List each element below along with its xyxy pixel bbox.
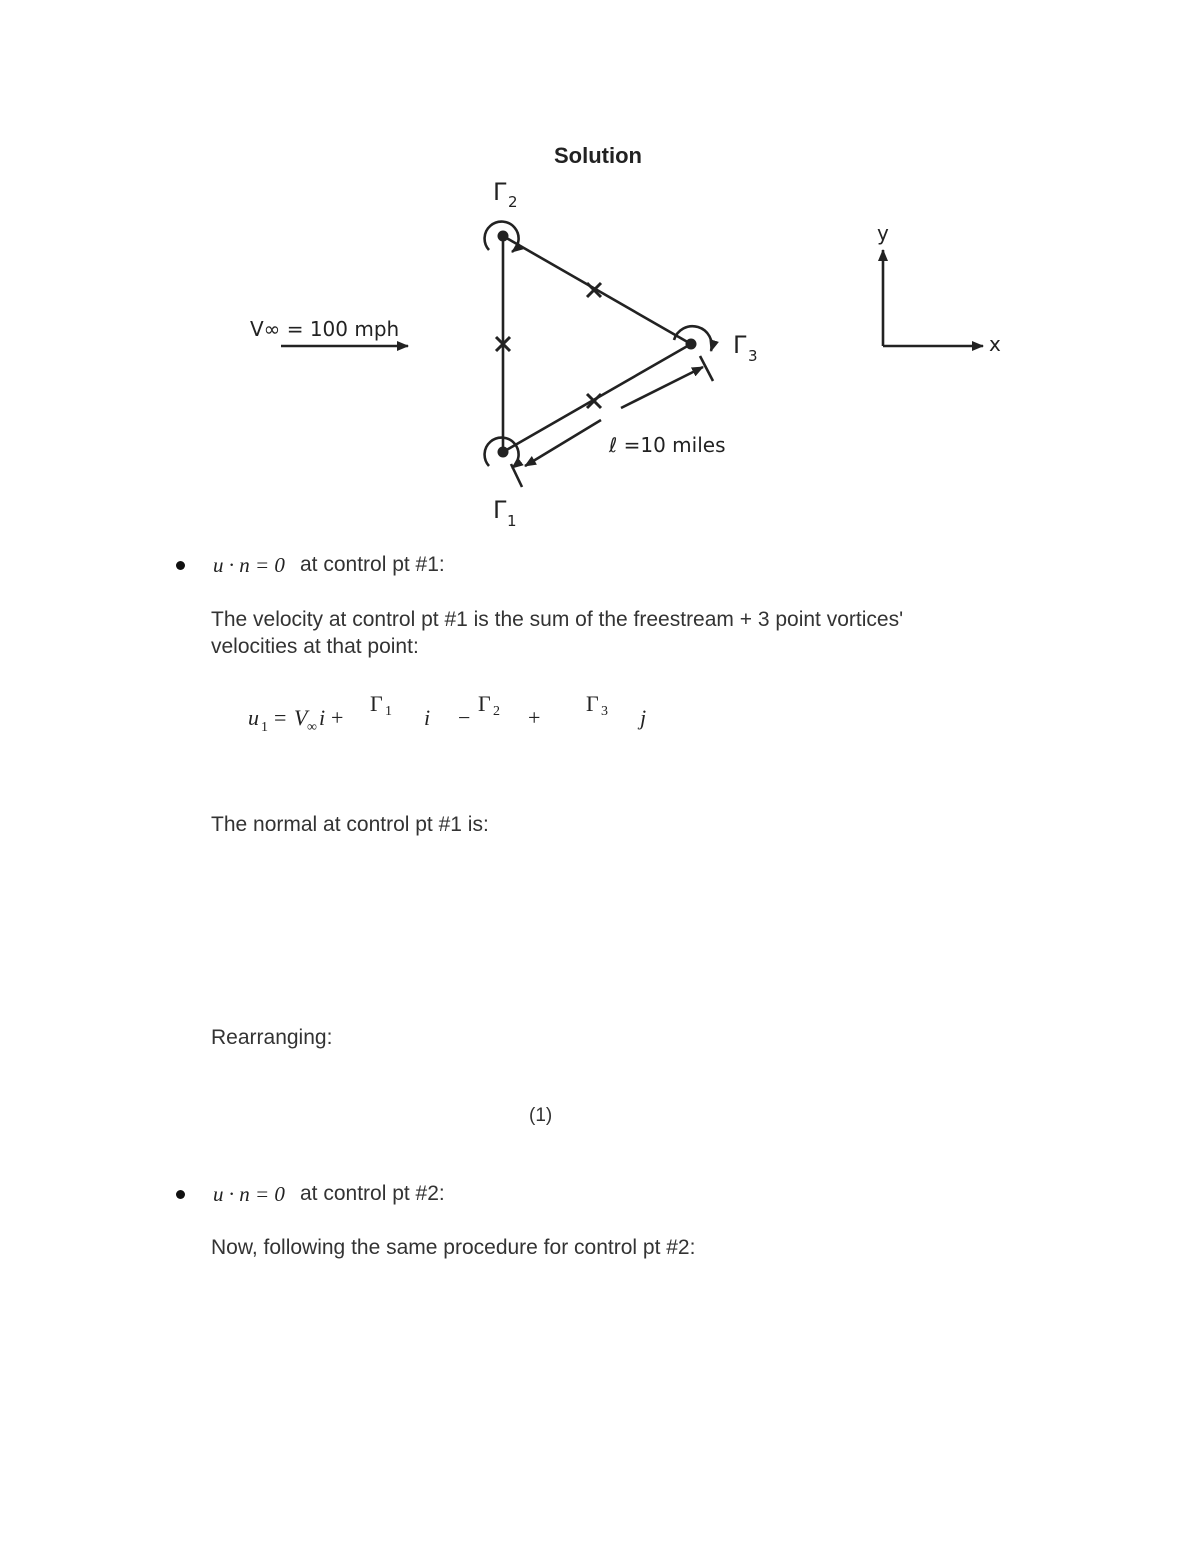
vortex-point-2 bbox=[498, 231, 509, 242]
bullet-1 bbox=[176, 561, 185, 570]
paragraph-1-line-2: velocities at that point: bbox=[211, 635, 419, 658]
vortex-point-3 bbox=[686, 339, 697, 350]
triangle-edges bbox=[503, 236, 691, 452]
svg-text:V: V bbox=[294, 705, 308, 730]
svg-text:+: + bbox=[331, 705, 344, 730]
svg-text:1: 1 bbox=[385, 704, 392, 719]
svg-text:∞: ∞ bbox=[307, 720, 317, 735]
vortex-triangle-diagram bbox=[0, 0, 1200, 540]
bullet-1-text: at control pt #1: bbox=[300, 553, 445, 576]
paragraph-1-line-1: The velocity at control pt #1 is the sum of the freestream + 3 point vortices' bbox=[211, 608, 904, 631]
freestream-label: V∞ = 100 mph bbox=[250, 317, 400, 341]
length-label: ℓ =10 miles bbox=[609, 433, 726, 457]
svg-text:+: + bbox=[528, 705, 541, 730]
svg-text:i: i bbox=[424, 705, 431, 730]
condition-math-2: u · n = 0 bbox=[213, 1182, 285, 1206]
gamma1-label: Γ bbox=[493, 496, 507, 524]
svg-text:3: 3 bbox=[601, 704, 608, 719]
bullet-2 bbox=[176, 1190, 185, 1199]
svg-text:j: j bbox=[640, 705, 647, 730]
gamma3-sub: 3 bbox=[748, 347, 758, 365]
rearranging-text: Rearranging: bbox=[211, 1026, 333, 1049]
svg-text:i: i bbox=[319, 705, 326, 730]
gamma2-label: Γ bbox=[493, 178, 507, 206]
svg-text:Γ: Γ bbox=[370, 691, 383, 716]
paragraph-2: Now, following the same procedure for control pt #2: bbox=[211, 1236, 696, 1259]
normal-text: The normal at control pt #1 is: bbox=[211, 813, 489, 836]
condition-math-1: u · n = 0 bbox=[213, 553, 285, 577]
axis-x-label: x bbox=[989, 332, 1001, 356]
svg-text:=: = bbox=[274, 705, 287, 730]
svg-text:1: 1 bbox=[261, 720, 268, 735]
vortex-point-1 bbox=[498, 447, 509, 458]
length-dimension bbox=[511, 356, 713, 487]
page-title: Solution bbox=[554, 143, 642, 168]
bullet-2-text: at control pt #2: bbox=[300, 1182, 445, 1205]
svg-text:2: 2 bbox=[493, 704, 500, 719]
control-point-marks bbox=[496, 283, 601, 408]
svg-text:−: − bbox=[458, 705, 471, 730]
gamma3-label: Γ bbox=[733, 331, 747, 359]
svg-text:Γ: Γ bbox=[586, 691, 599, 716]
axis-y-label: y bbox=[877, 221, 889, 245]
svg-text:u: u bbox=[248, 705, 259, 730]
gamma1-sub: 1 bbox=[507, 512, 517, 530]
svg-text:Γ: Γ bbox=[478, 691, 491, 716]
gamma2-sub: 2 bbox=[508, 193, 518, 211]
equation-velocity-cp1 bbox=[240, 685, 680, 785]
equation-number: (1) bbox=[529, 1105, 553, 1126]
